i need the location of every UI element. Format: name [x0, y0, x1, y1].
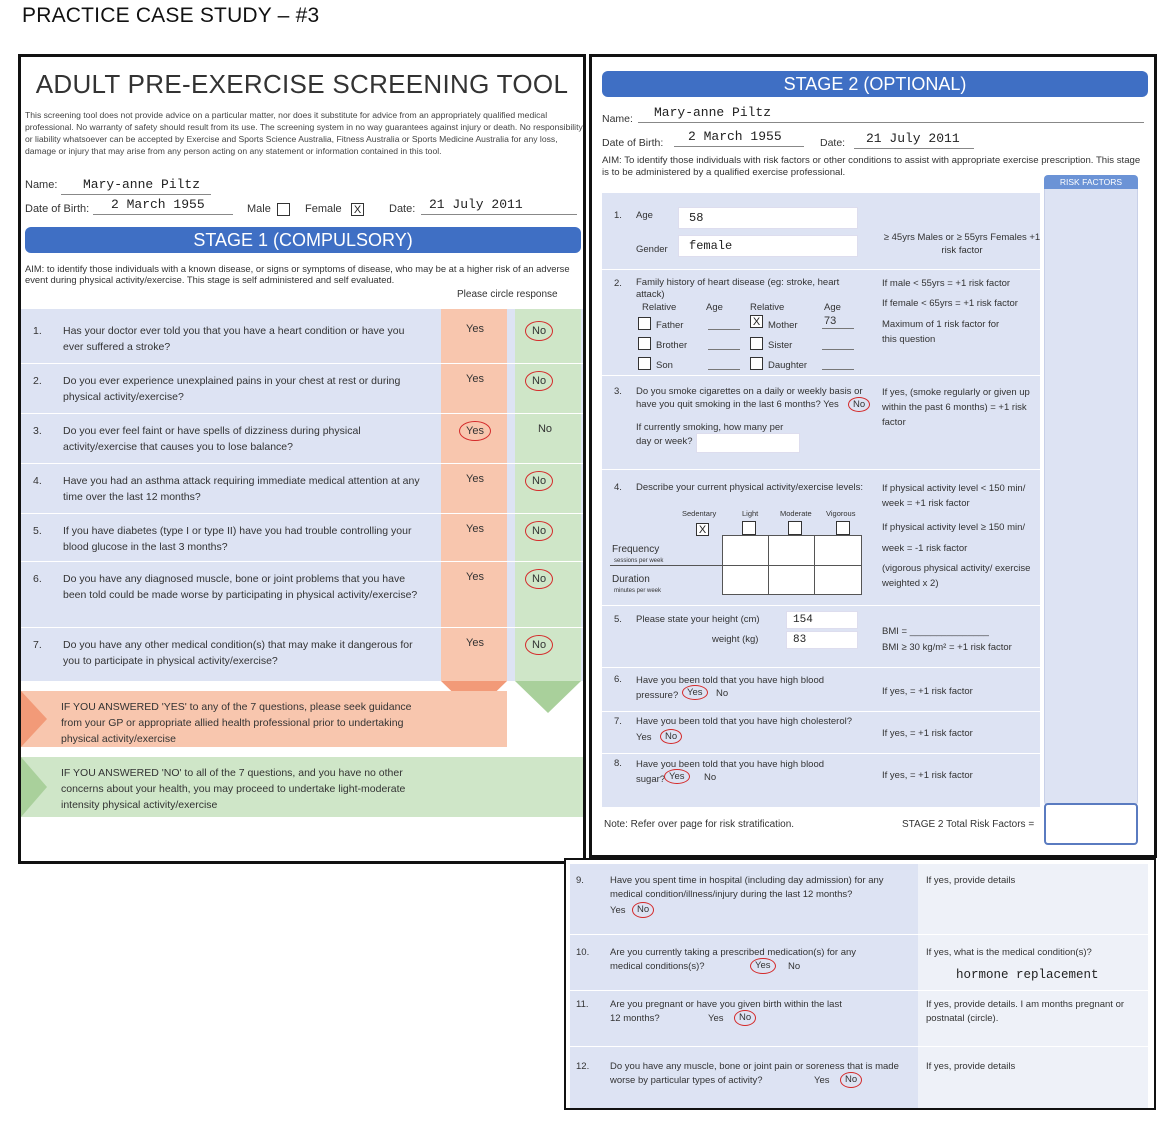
no-answer-circled[interactable]: No [525, 321, 553, 341]
circle-note: Please circle response [457, 289, 558, 300]
s2-dob-label: Date of Birth: [602, 137, 664, 149]
question-text: Do you ever feel faint or have spells of dizziness during physical activity/exercise that causes you to lose balance? [63, 425, 361, 453]
divider [570, 934, 1150, 935]
page-title: PRACTICE CASE STUDY – #3 [22, 4, 320, 27]
age-col-2: Age [824, 302, 841, 313]
son-label: Son [656, 360, 673, 371]
q4-risk-factor-1: If physical activity level < 150 min/ week = +1 risk factor [882, 483, 1026, 509]
name-label: Name: [25, 179, 58, 191]
s2b-q9 [570, 874, 1150, 934]
q7-text: Have you been told that you have high cholesterol? [636, 716, 853, 727]
q2-text: Family history of heart disease (eg: stroke, heart attack) [636, 277, 840, 300]
q4-num: 4. [614, 482, 622, 493]
mother-age[interactable]: 73 [822, 315, 854, 329]
question-text: Do you ever experience unexplained pains in your chest at rest or during physical activity/exercise? [63, 375, 401, 403]
q7-num: 7. [614, 716, 622, 727]
medication-condition-field[interactable]: hormone replacement [956, 968, 1099, 982]
father-age-line[interactable] [708, 329, 740, 330]
s2-q8 [600, 755, 1030, 799]
q6-text: Have you been told that you have high blood pressure? [636, 675, 825, 701]
q10-yes-answer[interactable]: Yes [750, 958, 776, 974]
q3-num: 3. [614, 386, 622, 397]
female-label: Female [305, 203, 342, 215]
gender-label: Gender [636, 244, 668, 255]
s2-aim: AIM: To identify those individuals with risk factors or other conditions to assist with appropriate exercise prescription. This stage is to be administered by a qualified exercise professional. [602, 155, 1141, 178]
grid-line [610, 565, 722, 566]
q7-no-answer[interactable]: No [660, 729, 682, 744]
question-number: 5. [33, 525, 42, 537]
female-checkbox[interactable]: X [351, 203, 364, 216]
question-number: 6. [33, 573, 42, 585]
question-row [21, 561, 583, 627]
divider [602, 711, 1040, 712]
q6-num: 6. [614, 674, 622, 685]
q4-risk-factor-2: If physical activity level ≥ 150 min/ week = -1 risk factor [882, 522, 1026, 554]
s2-q1 [600, 205, 1041, 263]
q12-text: Do you have any muscle, bone or joint pain or soreness that is made worse by particular types of activity? [610, 1061, 899, 1086]
duration-sub: minutes per week [614, 588, 662, 594]
dob-row [25, 197, 581, 216]
q11-num: 11. [576, 999, 589, 1010]
q4-risk-factor-3: (vigorous physical activity/ exercise weighted x 2) [882, 563, 1031, 589]
s2-dob-field[interactable]: 2 March 1955 [674, 129, 804, 147]
son-checkbox[interactable] [638, 357, 651, 370]
son-age-line[interactable] [708, 369, 740, 370]
weight-label: weight (kg) [712, 634, 759, 645]
q9-no-answer[interactable]: No [632, 902, 654, 918]
q10-text: Are you currently taking a prescribed medication(s) for any medical conditions(s)? [610, 947, 857, 972]
yes-option[interactable]: Yes [466, 571, 484, 583]
q12-no-answer[interactable]: No [840, 1072, 862, 1088]
no-option[interactable]: No [537, 423, 553, 435]
daughter-age-line[interactable] [822, 369, 854, 370]
no-answer-circled[interactable]: No [525, 371, 553, 391]
no-arrow [515, 681, 581, 713]
q3-risk-factor: If yes, (smoke regularly or given up within the past 6 months) = +1 risk factor [882, 387, 1030, 428]
total-risk-box[interactable] [1044, 803, 1138, 845]
name-row [25, 179, 581, 191]
q7-yes[interactable]: Yes [636, 732, 652, 743]
male-label: Male [247, 203, 271, 215]
question-row [21, 413, 583, 463]
question-number: 2. [33, 375, 42, 387]
disclaimer: This screening tool does not provide advice on a particular matter, nor does it substitute for advice from an appropriately qualified medical professional. No warranty of safety should result from its use. The screening system in no way guarantees against injury or death. No responsibility or liability whatsoever can be accepted by Exercise and Sports Science Australia, Fitness Australia or Sports Medicine Australia for any loss, damage or injury that may arise from any person acting on any statement or information contained in this tool. [25, 110, 583, 156]
stage1-aim: AIM: to identify those individuals with a known disease, or signs or symptoms of disease, who may be at a higher risk of an adverse event during physical activity/exercise. This stage is self administered and self evaluated. [25, 263, 570, 285]
s2-q6 [600, 671, 1030, 711]
male-checkbox[interactable] [277, 203, 290, 216]
question-text: Has your doctor ever told you that you have a heart condition or have you ever suffered a stroke? [63, 325, 405, 353]
q11-text: Are you pregnant or have you given birth within the last 12 months? [610, 999, 842, 1024]
yes-option[interactable]: Yes [466, 473, 484, 485]
level-sedentary: Sedentary [682, 509, 717, 518]
q5-num: 5. [614, 614, 622, 625]
question-text: Do you have any other medical condition(s) that may make it dangerous for you to participate in physical activity/exercise? [63, 639, 413, 667]
q11-details: If yes, provide details. I am months pregnant or postnatal (circle). [926, 999, 1125, 1024]
q4-text: Describe your current physical activity/exercise levels: [636, 482, 864, 493]
s2-q7 [600, 713, 1030, 753]
question-number: 3. [33, 425, 42, 437]
s2b-q10 [570, 946, 1150, 990]
q9-yes[interactable]: Yes [610, 905, 626, 916]
bmi-label: BMI = _______________ [882, 626, 989, 637]
q8-no[interactable]: No [704, 772, 717, 783]
s2-date-label: Date: [820, 137, 846, 149]
dob-label: Date of Birth: [25, 203, 90, 215]
no-answer-circled[interactable]: No [525, 635, 553, 655]
question-row [21, 513, 583, 561]
divider [602, 667, 1040, 668]
age-col-1: Age [706, 302, 723, 313]
q9-text: Have you spent time in hospital (including day admission) for any medical condition/illness/injury during the last 12 months? [610, 875, 884, 900]
s2-q2 [600, 275, 1030, 375]
q10-no[interactable]: No [788, 961, 801, 972]
question-text: If you have diabetes (type I or type II) have you had trouble controlling your blood glucose in the last 3 months? [63, 525, 412, 553]
question-row [21, 313, 583, 363]
name-field[interactable]: Mary-anne Piltz [61, 177, 211, 195]
q6-yes-answer[interactable]: Yes [682, 685, 708, 700]
father-label: Father [656, 320, 684, 331]
question-number: 1. [33, 325, 42, 337]
yes-advice-text: IF YOU ANSWERED 'YES' to any of the 7 questions, please seek guidance from your GP or appropriate allied health professional prior to undertaking physical activity/exercise [61, 701, 412, 745]
brother-checkbox[interactable] [638, 337, 651, 350]
yes-advice-arrow [21, 691, 47, 747]
q8-yes-answer[interactable]: Yes [664, 769, 690, 784]
q12-num: 12. [576, 1061, 590, 1072]
yes-answer-circled[interactable]: Yes [459, 421, 491, 441]
stage1-panel [18, 54, 586, 864]
divider [570, 1046, 1150, 1047]
smoke-count-field[interactable] [696, 433, 800, 453]
yes-option[interactable]: Yes [466, 323, 484, 335]
relative-label-1: Relative [642, 302, 677, 313]
q5-text: Please state your height (cm) [636, 614, 760, 625]
total-label: STAGE 2 Total Risk Factors = [902, 819, 1035, 830]
q1-num: 1. [614, 210, 622, 221]
q12-details: If yes, provide details [926, 1061, 1016, 1072]
q2-num: 2. [614, 278, 622, 289]
risk-factors-header: RISK FACTORS [1044, 175, 1138, 189]
q11-yes[interactable]: Yes [708, 1013, 724, 1024]
q6-no[interactable]: No [716, 688, 729, 699]
light-checkbox[interactable] [742, 521, 756, 535]
s2-q4 [600, 479, 1030, 605]
q8-text: Have you been told that you have high blood sugar? [636, 759, 825, 785]
q8-num: 8. [614, 758, 622, 769]
q6-risk-factor: If yes, = +1 risk factor [882, 686, 973, 697]
q3-text: Do you smoke cigarettes on a daily or weekly basis or have you quit smoking in the last 6 months? Yes [636, 386, 863, 410]
stage2-continued-panel [564, 858, 1156, 1110]
q11-no-answer[interactable]: No [734, 1010, 756, 1026]
brother-age-line[interactable] [708, 349, 740, 350]
age-label: Age [636, 210, 653, 221]
question-number: 7. [33, 639, 42, 651]
level-light: Light [742, 509, 759, 518]
q2-risk-factor-3: Maximum of 1 risk factor for this question [882, 319, 1000, 345]
q8-risk-factor: If yes, = +1 risk factor [882, 770, 973, 781]
sister-label: Sister [768, 340, 793, 351]
frequency-label: Frequency [612, 544, 660, 555]
question-row [21, 363, 583, 413]
weight-field[interactable]: 83 [786, 631, 858, 649]
stage1-header: STAGE 1 (COMPULSORY) [25, 227, 581, 253]
yes-option[interactable]: Yes [466, 523, 484, 535]
vigorous-checkbox[interactable] [836, 521, 850, 535]
grid-line [814, 535, 815, 595]
grid-line [722, 565, 862, 566]
moderate-checkbox[interactable] [788, 521, 802, 535]
relative-label-2: Relative [750, 302, 785, 313]
q2-risk-factor-1: If male < 55yrs = +1 risk factor [882, 278, 1011, 289]
s2-name-field[interactable]: Mary-anne Piltz [638, 105, 1144, 123]
divider [602, 605, 1040, 606]
s2b-q11 [570, 998, 1150, 1042]
q12-yes[interactable]: Yes [814, 1075, 830, 1086]
stratification-note: Note: Refer over page for risk stratification. [604, 819, 795, 830]
no-answer-circled[interactable]: No [525, 471, 553, 491]
divider [602, 469, 1040, 470]
q10-num: 10. [576, 947, 590, 958]
daughter-checkbox[interactable] [750, 357, 763, 370]
no-answer-circled[interactable]: No [525, 521, 553, 541]
stage2-panel [589, 54, 1157, 858]
daughter-label: Daughter [768, 360, 808, 371]
bmi-risk-factor: BMI ≥ 30 kg/m² = +1 risk factor [882, 642, 1012, 653]
dob-field[interactable]: 2 March 1955 [93, 197, 233, 215]
questions-list [21, 309, 583, 681]
q3-smoke-text: If currently smoking, how many per day or week? [636, 422, 784, 447]
q9-details: If yes, provide details [926, 875, 1016, 886]
question-number: 4. [33, 475, 42, 487]
frequency-sub: sessions per week [614, 558, 664, 564]
duration-label: Duration [612, 574, 650, 585]
q2-risk-factor-2: If female < 65yrs = +1 risk factor [882, 298, 1018, 309]
q10-details: If yes, what is the medical condition(s)? [926, 947, 1092, 958]
sister-age-line[interactable] [822, 349, 854, 350]
q1-risk-factor: ≥ 45yrs Males or ≥ 55yrs Females +1 risk factor [883, 232, 1041, 256]
question-row [21, 627, 583, 681]
father-checkbox[interactable] [638, 317, 651, 330]
no-answer-circled[interactable]: No [525, 569, 553, 589]
question-row [21, 463, 583, 513]
divider [602, 375, 1040, 376]
mother-checkbox[interactable]: X [750, 315, 763, 328]
grid-line [768, 535, 769, 595]
sister-checkbox[interactable] [750, 337, 763, 350]
s2-name-label: Name: [602, 113, 633, 125]
age-field[interactable]: 58 [678, 207, 858, 229]
sedentary-checkbox[interactable]: X [696, 523, 709, 536]
q3-no-answer[interactable]: No [848, 397, 870, 412]
q7-risk-factor: If yes, = +1 risk factor [882, 728, 973, 739]
risk-factors-column [1044, 175, 1138, 807]
height-field[interactable]: 154 [786, 611, 858, 629]
mother-label: Mother [768, 320, 798, 331]
no-advice-text: IF YOU ANSWERED 'NO' to all of the 7 questions, and you have no other concerns about your health, you may proceed to undertake light-moderate intensity physical activity/exercise [61, 767, 406, 811]
s2-q3 [600, 383, 1030, 463]
s2b-q12 [570, 1060, 1150, 1104]
divider [602, 753, 1040, 754]
gender-field[interactable]: female [678, 235, 858, 257]
tool-title: ADULT PRE-EXERCISE SCREENING TOOL [35, 69, 569, 99]
date-label: Date: [389, 203, 416, 215]
stage2-header: STAGE 2 (OPTIONAL) [602, 71, 1148, 97]
level-moderate: Moderate [780, 509, 812, 518]
date-field[interactable]: 21 July 2011 [421, 197, 577, 215]
divider [602, 269, 1040, 270]
question-text: Do you have any diagnosed muscle, bone or joint problems that you have been told could be made worse by participating in physical activity/exercise? [63, 573, 418, 601]
s2-date-field[interactable]: 21 July 2011 [854, 131, 974, 149]
divider [570, 990, 1150, 991]
q9-num: 9. [576, 875, 584, 886]
brother-label: Brother [656, 340, 688, 351]
yes-option[interactable]: Yes [466, 373, 484, 385]
yes-option[interactable]: Yes [466, 637, 484, 649]
question-text: Have you had an asthma attack requiring immediate medical attention at any time over the last 12 months? [63, 475, 420, 503]
no-advice-arrow [21, 757, 47, 817]
s2-q5 [600, 611, 1030, 661]
level-vigorous: Vigorous [826, 509, 856, 518]
